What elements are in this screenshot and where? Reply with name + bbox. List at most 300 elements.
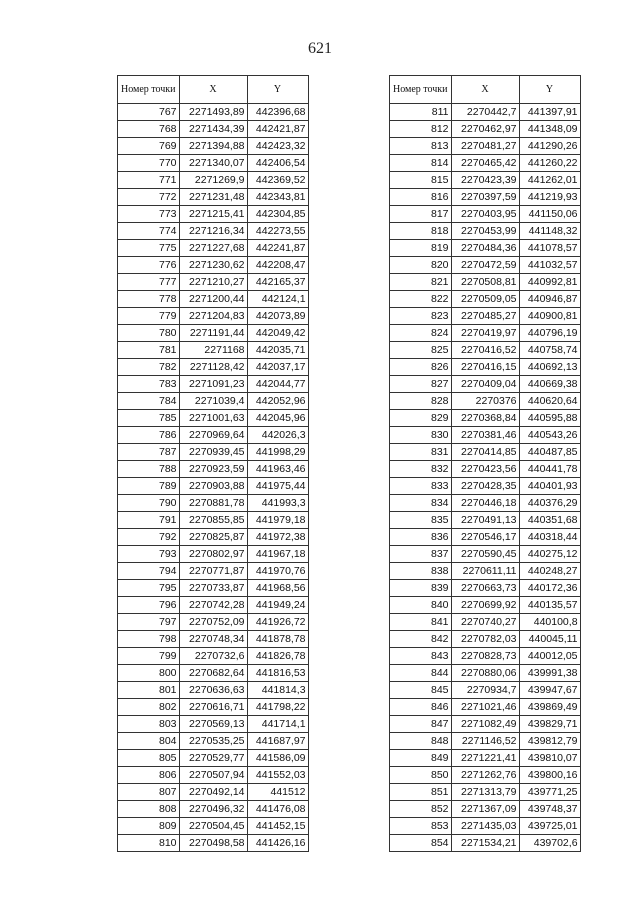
y-coordinate-cell: 441970,76 xyxy=(247,563,308,580)
table-row xyxy=(118,291,309,308)
x-coordinate-cell: 2270508,81 xyxy=(451,274,519,291)
y-coordinate-cell: 442026,3 xyxy=(247,427,308,444)
point-number-cell: 834 xyxy=(390,495,452,512)
point-number-cell: 850 xyxy=(390,767,452,784)
table-row xyxy=(118,580,309,597)
y-coordinate-cell: 442044,77 xyxy=(247,376,308,393)
x-coordinate-cell: 2270423,56 xyxy=(451,461,519,478)
point-number-cell: 824 xyxy=(390,325,452,342)
point-number-cell: 797 xyxy=(118,614,180,631)
table-row xyxy=(118,614,309,631)
y-coordinate-cell: 441150,06 xyxy=(519,206,580,223)
y-coordinate-cell: 441975,44 xyxy=(247,478,308,495)
point-number-cell: 770 xyxy=(118,155,180,172)
y-coordinate-cell: 440045,11 xyxy=(519,631,580,648)
x-coordinate-cell: 2270403,95 xyxy=(451,206,519,223)
y-coordinate-cell: 441816,53 xyxy=(247,665,308,682)
x-coordinate-cell: 2270409,04 xyxy=(451,376,519,393)
point-number-cell: 846 xyxy=(390,699,452,716)
x-coordinate-cell: 2270881,78 xyxy=(179,495,247,512)
x-coordinate-cell: 2270381,46 xyxy=(451,427,519,444)
x-coordinate-cell: 2270485,27 xyxy=(451,308,519,325)
y-coordinate-cell: 441963,46 xyxy=(247,461,308,478)
table-row xyxy=(118,733,309,750)
table-row xyxy=(390,648,581,665)
table-row xyxy=(390,189,581,206)
x-coordinate-cell: 2270939,45 xyxy=(179,444,247,461)
y-coordinate-cell: 441998,29 xyxy=(247,444,308,461)
x-coordinate-cell: 2270484,36 xyxy=(451,240,519,257)
y-coordinate-cell: 440012,05 xyxy=(519,648,580,665)
table-row xyxy=(390,240,581,257)
point-number-cell: 813 xyxy=(390,138,452,155)
point-number-cell: 830 xyxy=(390,427,452,444)
coordinates-table-right xyxy=(389,75,581,852)
point-number-cell: 787 xyxy=(118,444,180,461)
y-coordinate-cell: 441512 xyxy=(247,784,308,801)
point-number-cell: 815 xyxy=(390,172,452,189)
x-coordinate-cell: 2271082,49 xyxy=(451,716,519,733)
point-number-cell: 831 xyxy=(390,444,452,461)
table-row xyxy=(118,716,309,733)
y-coordinate-cell: 440620,64 xyxy=(519,393,580,410)
x-coordinate-cell: 2270825,87 xyxy=(179,529,247,546)
table-row xyxy=(390,699,581,716)
y-coordinate-cell: 440100,8 xyxy=(519,614,580,631)
y-coordinate-cell: 440669,38 xyxy=(519,376,580,393)
point-number-cell: 854 xyxy=(390,835,452,852)
y-coordinate-cell: 440758,74 xyxy=(519,342,580,359)
point-number-cell: 777 xyxy=(118,274,180,291)
x-coordinate-cell: 2270663,73 xyxy=(451,580,519,597)
x-coordinate-cell: 2270535,25 xyxy=(179,733,247,750)
x-coordinate-cell: 2270740,27 xyxy=(451,614,519,631)
table-row xyxy=(390,257,581,274)
point-number-cell: 841 xyxy=(390,614,452,631)
x-coordinate-cell: 2271262,76 xyxy=(451,767,519,784)
x-coordinate-cell: 2271204,83 xyxy=(179,308,247,325)
point-number-cell: 833 xyxy=(390,478,452,495)
table-row xyxy=(390,631,581,648)
table-row xyxy=(390,733,581,750)
table-row xyxy=(118,325,309,342)
point-number-cell: 829 xyxy=(390,410,452,427)
y-coordinate-cell: 441814,3 xyxy=(247,682,308,699)
x-coordinate-cell: 2270802,97 xyxy=(179,546,247,563)
y-coordinate-cell: 440135,57 xyxy=(519,597,580,614)
table-row xyxy=(390,495,581,512)
table-row xyxy=(390,393,581,410)
point-number-cell: 799 xyxy=(118,648,180,665)
table-row xyxy=(118,682,309,699)
point-number-cell: 774 xyxy=(118,223,180,240)
point-number-cell: 843 xyxy=(390,648,452,665)
point-number-cell: 828 xyxy=(390,393,452,410)
table-row xyxy=(118,546,309,563)
point-number-cell: 793 xyxy=(118,546,180,563)
table-row xyxy=(390,614,581,631)
point-number-cell: 802 xyxy=(118,699,180,716)
point-number-cell: 800 xyxy=(118,665,180,682)
point-number-cell: 769 xyxy=(118,138,180,155)
table-row xyxy=(390,359,581,376)
y-coordinate-cell: 441148,32 xyxy=(519,223,580,240)
table-row xyxy=(390,767,581,784)
y-coordinate-cell: 440401,93 xyxy=(519,478,580,495)
point-number-cell: 794 xyxy=(118,563,180,580)
x-coordinate-cell: 2271039,4 xyxy=(179,393,247,410)
x-coordinate-cell: 2270934,7 xyxy=(451,682,519,699)
point-number-cell: 785 xyxy=(118,410,180,427)
point-number-cell: 822 xyxy=(390,291,452,308)
y-coordinate-cell: 439771,25 xyxy=(519,784,580,801)
coordinates-table-left xyxy=(117,75,309,852)
x-coordinate-cell: 2270636,63 xyxy=(179,682,247,699)
point-number-cell: 844 xyxy=(390,665,452,682)
point-number-cell: 771 xyxy=(118,172,180,189)
x-coordinate-cell: 2271200,44 xyxy=(179,291,247,308)
table-row xyxy=(118,257,309,274)
point-number-cell: 803 xyxy=(118,716,180,733)
table-row xyxy=(118,750,309,767)
table-row xyxy=(118,801,309,818)
point-number-cell: 808 xyxy=(118,801,180,818)
y-coordinate-cell: 440543,26 xyxy=(519,427,580,444)
table-row xyxy=(118,461,309,478)
x-coordinate-cell: 2270771,87 xyxy=(179,563,247,580)
x-coordinate-cell: 2271221,41 xyxy=(451,750,519,767)
point-number-cell: 783 xyxy=(118,376,180,393)
table-header-row xyxy=(390,76,581,104)
x-coordinate-cell: 2271216,34 xyxy=(179,223,247,240)
x-coordinate-cell: 2271227,68 xyxy=(179,240,247,257)
y-coordinate-cell: 441586,09 xyxy=(247,750,308,767)
y-coordinate-cell: 442241,87 xyxy=(247,240,308,257)
point-number-cell: 827 xyxy=(390,376,452,393)
x-coordinate-cell: 2270529,77 xyxy=(179,750,247,767)
y-coordinate-cell: 441262,01 xyxy=(519,172,580,189)
y-coordinate-cell: 441452,15 xyxy=(247,818,308,835)
point-number-cell: 851 xyxy=(390,784,452,801)
table-row xyxy=(118,512,309,529)
y-coordinate-cell: 441426,16 xyxy=(247,835,308,852)
x-coordinate-cell: 2271230,62 xyxy=(179,257,247,274)
point-number-cell: 842 xyxy=(390,631,452,648)
table-row xyxy=(390,104,581,121)
x-coordinate-cell: 2270491,13 xyxy=(451,512,519,529)
point-number-cell: 848 xyxy=(390,733,452,750)
y-coordinate-cell: 440796,19 xyxy=(519,325,580,342)
table-row xyxy=(118,665,309,682)
table-row xyxy=(390,410,581,427)
x-coordinate-cell: 2271340,07 xyxy=(179,155,247,172)
x-coordinate-cell: 2270732,6 xyxy=(179,648,247,665)
x-coordinate-cell: 2270428,35 xyxy=(451,478,519,495)
y-coordinate-cell: 439800,16 xyxy=(519,767,580,784)
x-coordinate-cell: 2271001,63 xyxy=(179,410,247,427)
point-number-cell: 784 xyxy=(118,393,180,410)
x-coordinate-cell: 2270569,13 xyxy=(179,716,247,733)
y-coordinate-cell: 441949,24 xyxy=(247,597,308,614)
x-coordinate-cell: 2270423,39 xyxy=(451,172,519,189)
y-coordinate-cell: 440692,13 xyxy=(519,359,580,376)
table-row xyxy=(390,818,581,835)
y-coordinate-cell: 440351,68 xyxy=(519,512,580,529)
x-coordinate-cell: 2270368,84 xyxy=(451,410,519,427)
y-coordinate-cell: 441078,57 xyxy=(519,240,580,257)
x-coordinate-cell: 2270376 xyxy=(451,393,519,410)
table-row xyxy=(118,121,309,138)
point-number-cell: 801 xyxy=(118,682,180,699)
point-number-cell: 810 xyxy=(118,835,180,852)
table-row xyxy=(390,597,581,614)
point-number-cell: 812 xyxy=(390,121,452,138)
point-number-cell: 847 xyxy=(390,716,452,733)
x-coordinate-cell: 2271191,44 xyxy=(179,325,247,342)
point-number-cell: 820 xyxy=(390,257,452,274)
y-coordinate-cell: 442165,37 xyxy=(247,274,308,291)
point-number-cell: 781 xyxy=(118,342,180,359)
y-coordinate-cell: 441972,38 xyxy=(247,529,308,546)
point-number-cell: 796 xyxy=(118,597,180,614)
x-coordinate-cell: 2270682,64 xyxy=(179,665,247,682)
x-coordinate-cell: 2271210,27 xyxy=(179,274,247,291)
header-y: Y xyxy=(247,76,308,104)
point-number-cell: 836 xyxy=(390,529,452,546)
table-row xyxy=(118,478,309,495)
x-coordinate-cell: 2270472,59 xyxy=(451,257,519,274)
x-coordinate-cell: 2271021,46 xyxy=(451,699,519,716)
point-number-cell: 798 xyxy=(118,631,180,648)
point-number-cell: 806 xyxy=(118,767,180,784)
y-coordinate-cell: 441967,18 xyxy=(247,546,308,563)
table-row xyxy=(390,308,581,325)
point-number-cell: 835 xyxy=(390,512,452,529)
header-y: Y xyxy=(519,76,580,104)
y-coordinate-cell: 440376,29 xyxy=(519,495,580,512)
y-coordinate-cell: 441687,97 xyxy=(247,733,308,750)
y-coordinate-cell: 440275,12 xyxy=(519,546,580,563)
y-coordinate-cell: 442073,89 xyxy=(247,308,308,325)
y-coordinate-cell: 439991,38 xyxy=(519,665,580,682)
point-number-cell: 816 xyxy=(390,189,452,206)
header-point-number: Номер точки xyxy=(390,76,452,104)
y-coordinate-cell: 441476,08 xyxy=(247,801,308,818)
x-coordinate-cell: 2271434,39 xyxy=(179,121,247,138)
x-coordinate-cell: 2270923,59 xyxy=(179,461,247,478)
page-number: 621 xyxy=(308,40,332,57)
y-coordinate-cell: 441878,78 xyxy=(247,631,308,648)
y-coordinate-cell: 442406,54 xyxy=(247,155,308,172)
table-row xyxy=(390,750,581,767)
x-coordinate-cell: 2270419,97 xyxy=(451,325,519,342)
x-coordinate-cell: 2271435,03 xyxy=(451,818,519,835)
x-coordinate-cell: 2270492,14 xyxy=(179,784,247,801)
x-coordinate-cell: 2270699,92 xyxy=(451,597,519,614)
table-row xyxy=(390,427,581,444)
table-row xyxy=(118,563,309,580)
table-row xyxy=(118,138,309,155)
table-row xyxy=(390,512,581,529)
x-coordinate-cell: 2270414,85 xyxy=(451,444,519,461)
point-number-cell: 814 xyxy=(390,155,452,172)
y-coordinate-cell: 441826,78 xyxy=(247,648,308,665)
point-number-cell: 853 xyxy=(390,818,452,835)
x-coordinate-cell: 2270509,05 xyxy=(451,291,519,308)
y-coordinate-cell: 441714,1 xyxy=(247,716,308,733)
table-row xyxy=(390,138,581,155)
y-coordinate-cell: 441993,3 xyxy=(247,495,308,512)
point-number-cell: 811 xyxy=(390,104,452,121)
table-body-right xyxy=(390,104,581,852)
table-body-left xyxy=(118,104,309,852)
y-coordinate-cell: 440172,36 xyxy=(519,580,580,597)
y-coordinate-cell: 439748,37 xyxy=(519,801,580,818)
table-row xyxy=(390,546,581,563)
table-row xyxy=(390,580,581,597)
point-number-cell: 852 xyxy=(390,801,452,818)
x-coordinate-cell: 2271394,88 xyxy=(179,138,247,155)
table-row xyxy=(390,682,581,699)
point-number-cell: 780 xyxy=(118,325,180,342)
table-row xyxy=(118,784,309,801)
y-coordinate-cell: 441979,18 xyxy=(247,512,308,529)
y-coordinate-cell: 441032,57 xyxy=(519,257,580,274)
table-row xyxy=(390,376,581,393)
point-number-cell: 792 xyxy=(118,529,180,546)
y-coordinate-cell: 442423,32 xyxy=(247,138,308,155)
point-number-cell: 767 xyxy=(118,104,180,121)
x-coordinate-cell: 2270462,97 xyxy=(451,121,519,138)
y-coordinate-cell: 441260,22 xyxy=(519,155,580,172)
x-coordinate-cell: 2271269,9 xyxy=(179,172,247,189)
table-row xyxy=(118,274,309,291)
x-coordinate-cell: 2271534,21 xyxy=(451,835,519,852)
y-coordinate-cell: 440992,81 xyxy=(519,274,580,291)
table-row xyxy=(390,291,581,308)
point-number-cell: 789 xyxy=(118,478,180,495)
y-coordinate-cell: 442049,42 xyxy=(247,325,308,342)
point-number-cell: 837 xyxy=(390,546,452,563)
y-coordinate-cell: 442035,71 xyxy=(247,342,308,359)
table-row xyxy=(390,342,581,359)
y-coordinate-cell: 442304,85 xyxy=(247,206,308,223)
x-coordinate-cell: 2270611,11 xyxy=(451,563,519,580)
y-coordinate-cell: 442421,87 xyxy=(247,121,308,138)
y-coordinate-cell: 441397,91 xyxy=(519,104,580,121)
table-row xyxy=(390,665,581,682)
y-coordinate-cell: 439812,79 xyxy=(519,733,580,750)
point-number-cell: 826 xyxy=(390,359,452,376)
point-number-cell: 832 xyxy=(390,461,452,478)
y-coordinate-cell: 440487,85 xyxy=(519,444,580,461)
y-coordinate-cell: 439702,6 xyxy=(519,835,580,852)
y-coordinate-cell: 441968,56 xyxy=(247,580,308,597)
x-coordinate-cell: 2271231,48 xyxy=(179,189,247,206)
x-coordinate-cell: 2270969,64 xyxy=(179,427,247,444)
x-coordinate-cell: 2271146,52 xyxy=(451,733,519,750)
x-coordinate-cell: 2270590,45 xyxy=(451,546,519,563)
point-number-cell: 804 xyxy=(118,733,180,750)
table-row xyxy=(390,223,581,240)
y-coordinate-cell: 440900,81 xyxy=(519,308,580,325)
y-coordinate-cell: 441798,22 xyxy=(247,699,308,716)
table-row xyxy=(118,342,309,359)
table-row xyxy=(118,699,309,716)
point-number-cell: 845 xyxy=(390,682,452,699)
point-number-cell: 819 xyxy=(390,240,452,257)
x-coordinate-cell: 2270496,32 xyxy=(179,801,247,818)
y-coordinate-cell: 440318,44 xyxy=(519,529,580,546)
table-row xyxy=(390,325,581,342)
point-number-cell: 776 xyxy=(118,257,180,274)
table-row xyxy=(390,801,581,818)
x-coordinate-cell: 2270465,42 xyxy=(451,155,519,172)
table-row xyxy=(118,359,309,376)
y-coordinate-cell: 441348,09 xyxy=(519,121,580,138)
table-row xyxy=(118,631,309,648)
point-number-cell: 782 xyxy=(118,359,180,376)
table-row xyxy=(118,308,309,325)
y-coordinate-cell: 441552,03 xyxy=(247,767,308,784)
point-number-cell: 795 xyxy=(118,580,180,597)
x-coordinate-cell: 2270442,7 xyxy=(451,104,519,121)
y-coordinate-cell: 442124,1 xyxy=(247,291,308,308)
table-row xyxy=(118,240,309,257)
table-row xyxy=(390,155,581,172)
x-coordinate-cell: 2270397,59 xyxy=(451,189,519,206)
point-number-cell: 805 xyxy=(118,750,180,767)
y-coordinate-cell: 442052,96 xyxy=(247,393,308,410)
x-coordinate-cell: 2270742,28 xyxy=(179,597,247,614)
point-number-cell: 768 xyxy=(118,121,180,138)
table-row xyxy=(118,223,309,240)
point-number-cell: 817 xyxy=(390,206,452,223)
y-coordinate-cell: 442343,81 xyxy=(247,189,308,206)
y-coordinate-cell: 442037,17 xyxy=(247,359,308,376)
y-coordinate-cell: 439947,67 xyxy=(519,682,580,699)
y-coordinate-cell: 440595,88 xyxy=(519,410,580,427)
x-coordinate-cell: 2271367,09 xyxy=(451,801,519,818)
table-row xyxy=(118,818,309,835)
point-number-cell: 788 xyxy=(118,461,180,478)
x-coordinate-cell: 2270880,06 xyxy=(451,665,519,682)
point-number-cell: 821 xyxy=(390,274,452,291)
point-number-cell: 840 xyxy=(390,597,452,614)
point-number-cell: 773 xyxy=(118,206,180,223)
y-coordinate-cell: 440248,27 xyxy=(519,563,580,580)
table-row xyxy=(118,410,309,427)
header-x: X xyxy=(451,76,519,104)
table-row xyxy=(118,189,309,206)
y-coordinate-cell: 441926,72 xyxy=(247,614,308,631)
point-number-cell: 849 xyxy=(390,750,452,767)
x-coordinate-cell: 2270782,03 xyxy=(451,631,519,648)
x-coordinate-cell: 2270546,17 xyxy=(451,529,519,546)
point-number-cell: 772 xyxy=(118,189,180,206)
table-row xyxy=(118,597,309,614)
y-coordinate-cell: 441290,26 xyxy=(519,138,580,155)
table-row xyxy=(118,376,309,393)
point-number-cell: 823 xyxy=(390,308,452,325)
y-coordinate-cell: 442273,55 xyxy=(247,223,308,240)
x-coordinate-cell: 2271493,89 xyxy=(179,104,247,121)
point-number-cell: 825 xyxy=(390,342,452,359)
x-coordinate-cell: 2270733,87 xyxy=(179,580,247,597)
table-row xyxy=(390,529,581,546)
table-row xyxy=(118,444,309,461)
x-coordinate-cell: 2270748,34 xyxy=(179,631,247,648)
